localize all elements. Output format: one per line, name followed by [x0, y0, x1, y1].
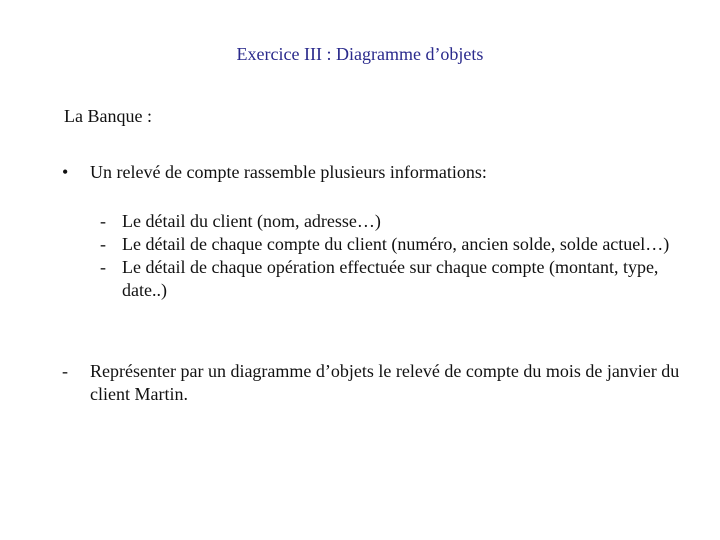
main-bullet-text: Un relevé de compte rassemble plusieurs informations:	[90, 162, 487, 182]
list-item	[100, 233, 690, 256]
section-heading: La Banque :	[64, 106, 152, 126]
dash-marker: -	[100, 257, 106, 277]
main-bullet	[62, 161, 682, 184]
list-item	[100, 256, 690, 302]
task-text: Représenter par un diagramme d’objets le relevé de compte du mois de janvier du client Martin.	[90, 361, 680, 404]
slide-title: Exercice III : Diagramme d’objets	[236, 44, 484, 64]
bullet-marker: •	[62, 162, 69, 182]
list-item-text: Le détail du client (nom, adresse…)	[122, 211, 381, 231]
list-item-text: Le détail de chaque compte du client (numéro, ancien solde, solde actuel…)	[122, 234, 670, 254]
sub-list	[100, 210, 690, 302]
dash-marker: -	[62, 361, 68, 381]
list-item	[100, 210, 690, 233]
dash-marker: -	[100, 234, 106, 254]
list-item-text: Le détail de chaque opération effectuée sur chaque compte (montant, type, date..)	[122, 257, 659, 300]
task-bullet	[62, 360, 682, 406]
dash-marker: -	[100, 211, 106, 231]
